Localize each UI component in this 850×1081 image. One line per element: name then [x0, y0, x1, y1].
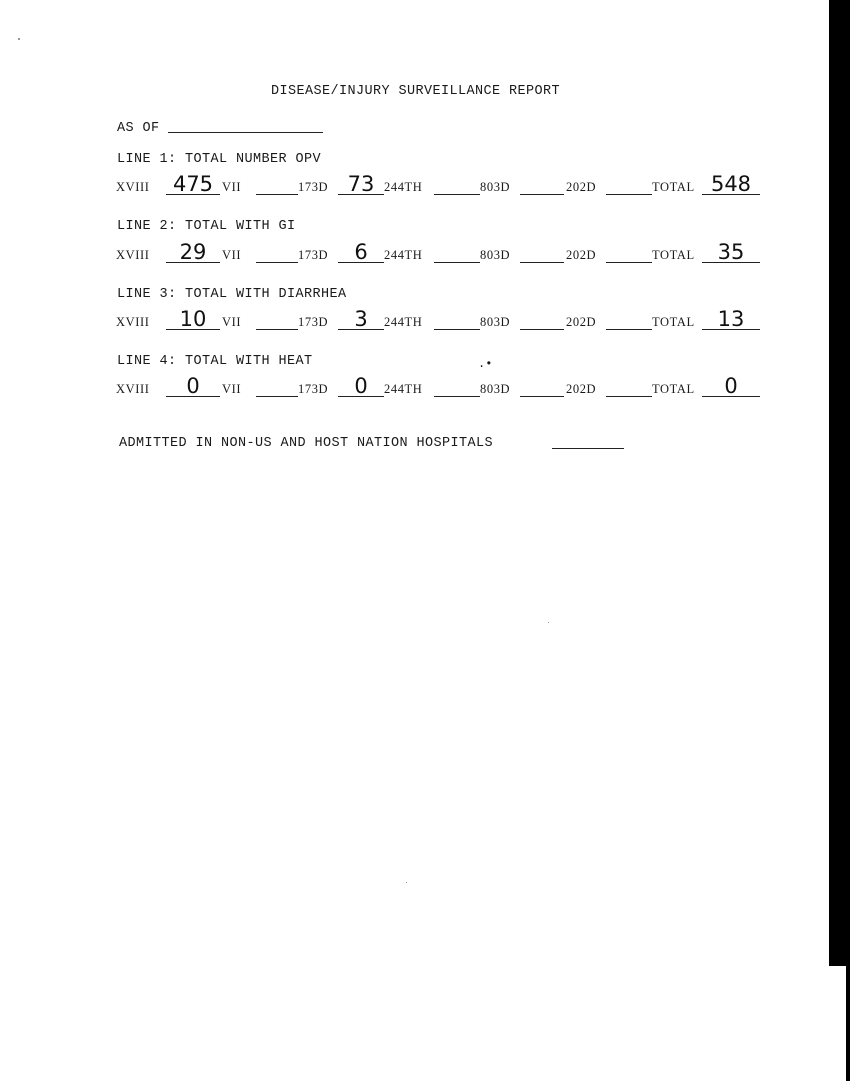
- 244th-field[interactable]: [434, 262, 480, 263]
- 803d-field[interactable]: [520, 396, 564, 397]
- line-2-heading: LINE 2: TOTAL WITH GI: [117, 219, 296, 234]
- xviii-label: XVIII: [116, 382, 150, 396]
- 244th-label: 244TH: [384, 382, 423, 396]
- line-1-entry-row: [116, 169, 776, 199]
- 202d-field[interactable]: [606, 329, 652, 330]
- as-of-field[interactable]: [168, 132, 323, 133]
- 244th-label: 244TH: [384, 248, 423, 262]
- total-label: TOTAL: [652, 180, 695, 194]
- line-3-heading: LINE 3: TOTAL WITH DIARRHEA: [117, 287, 347, 302]
- total-label: TOTAL: [652, 248, 695, 262]
- admitted-field[interactable]: [552, 448, 624, 449]
- vii-field[interactable]: [256, 194, 298, 195]
- report-title: DISEASE/INJURY SURVEILLANCE REPORT: [271, 84, 561, 99]
- 803d-field[interactable]: [520, 262, 564, 263]
- 202d-field[interactable]: [606, 262, 652, 263]
- 244th-label: 244TH: [384, 315, 423, 329]
- xviii-label: XVIII: [116, 248, 150, 262]
- 803d-field[interactable]: [520, 329, 564, 330]
- line-1-heading: LINE 1: TOTAL NUMBER OPV: [117, 152, 322, 167]
- as-of-label: AS OF: [117, 121, 160, 136]
- 202d-field[interactable]: [606, 396, 652, 397]
- scan-speck: [548, 622, 549, 623]
- 803d-label: 803D: [480, 315, 511, 329]
- 173d-value: 6: [354, 240, 368, 264]
- scan-edge-bar: [829, 0, 850, 966]
- 173d-label: 173D: [298, 180, 329, 194]
- 173d-label: 173D: [298, 382, 329, 396]
- 244th-field[interactable]: [434, 396, 480, 397]
- scan-speck: [18, 38, 20, 40]
- 202d-label: 202D: [566, 180, 597, 194]
- 202d-field[interactable]: [606, 194, 652, 195]
- vii-field[interactable]: [256, 396, 298, 397]
- 803d-label: 803D: [480, 180, 511, 194]
- line-4-heading: LINE 4: TOTAL WITH HEAT: [117, 354, 313, 369]
- total-value: 13: [717, 307, 745, 331]
- xviii-value: 10: [179, 307, 207, 331]
- xviii-label: XVIII: [116, 315, 150, 329]
- stray-mark: .•: [478, 357, 493, 371]
- 803d-label: 803D: [480, 248, 511, 262]
- 244th-field[interactable]: [434, 194, 480, 195]
- line-2-entry-row: [116, 237, 776, 267]
- total-value: 35: [717, 240, 745, 264]
- total-value: 0: [724, 374, 738, 398]
- total-value: 548: [710, 172, 752, 196]
- vii-label: VII: [222, 315, 242, 329]
- vii-label: VII: [222, 180, 242, 194]
- scan-edge-bar-lower: [846, 966, 850, 1081]
- 173d-label: 173D: [298, 248, 329, 262]
- 173d-value: 3: [354, 307, 368, 331]
- 173d-label: 173D: [298, 315, 329, 329]
- xviii-value: 29: [179, 240, 207, 264]
- xviii-value: 475: [172, 172, 214, 196]
- vii-field[interactable]: [256, 329, 298, 330]
- 173d-value: 0: [354, 374, 368, 398]
- 202d-label: 202D: [566, 315, 597, 329]
- admitted-label: ADMITTED IN NON-US AND HOST NATION HOSPITALS: [119, 436, 494, 451]
- 173d-value: 73: [347, 172, 375, 196]
- 803d-label: 803D: [480, 382, 511, 396]
- vii-label: VII: [222, 248, 242, 262]
- xviii-value: 0: [186, 374, 200, 398]
- 244th-field[interactable]: [434, 329, 480, 330]
- 202d-label: 202D: [566, 248, 597, 262]
- total-label: TOTAL: [652, 315, 695, 329]
- 803d-field[interactable]: [520, 194, 564, 195]
- line-4-entry-row: [116, 371, 776, 401]
- 244th-label: 244TH: [384, 180, 423, 194]
- total-label: TOTAL: [652, 382, 695, 396]
- vii-label: VII: [222, 382, 242, 396]
- vii-field[interactable]: [256, 262, 298, 263]
- scan-speck: [406, 882, 407, 883]
- 202d-label: 202D: [566, 382, 597, 396]
- line-3-entry-row: [116, 304, 776, 334]
- xviii-label: XVIII: [116, 180, 150, 194]
